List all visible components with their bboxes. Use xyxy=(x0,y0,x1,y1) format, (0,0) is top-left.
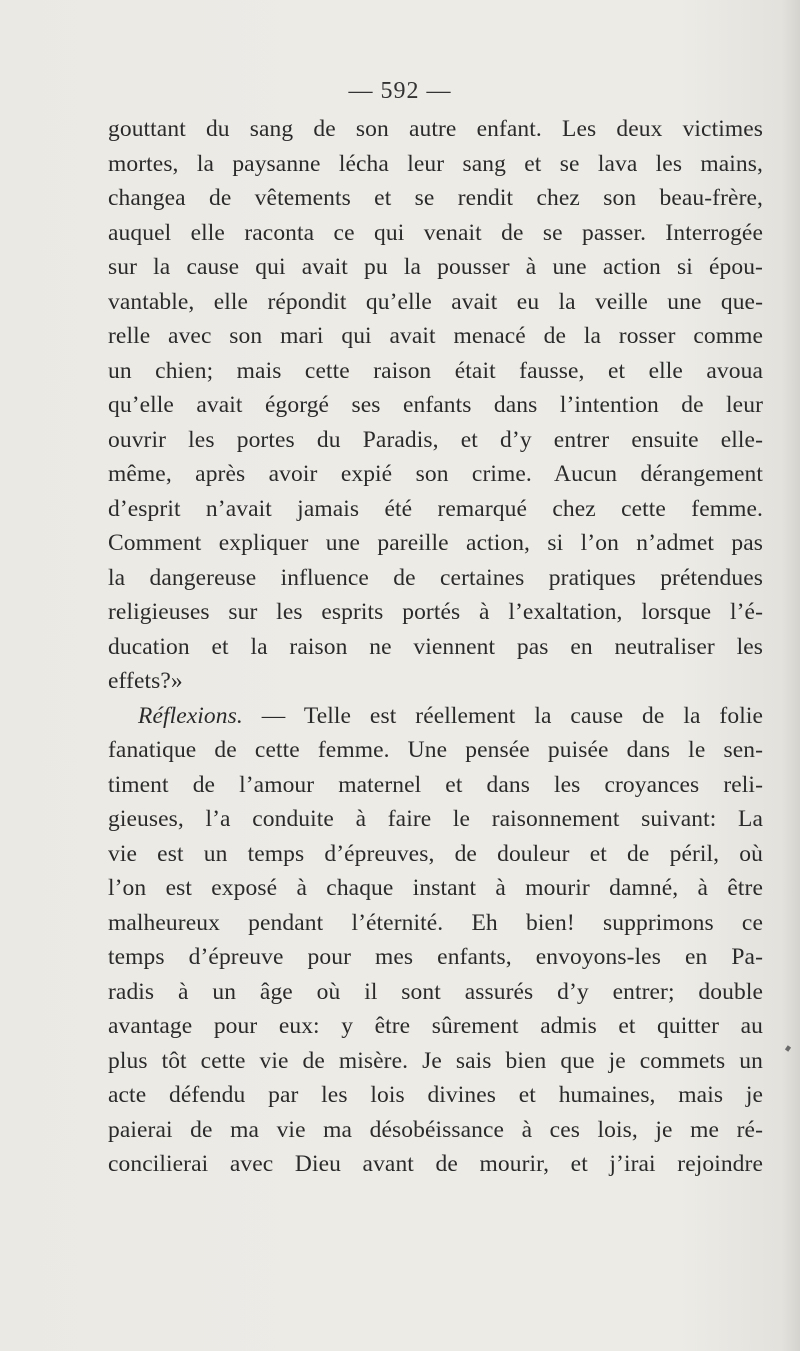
text-line: radis à un âge où il sont assurés d’y entrer; double xyxy=(108,978,763,1005)
text-line: timent de l’amour maternel et dans les croyances reli- xyxy=(108,771,763,798)
page-number: — 592 — xyxy=(348,78,452,104)
text-line xyxy=(108,699,763,734)
text-line: religieuses sur les esprits portés à l’exaltation, lorsque l’é- xyxy=(108,599,763,625)
text-line: fanatique de cette femme. Une pensée puisée dans le sen- xyxy=(108,737,763,763)
text-line: effets?» xyxy=(108,668,183,694)
text-line: concilierai avec Dieu avant de mourir, et j’irai rejoindre xyxy=(108,1151,763,1177)
text-line: l’on est exposé à chaque instant à mourir damné, à être xyxy=(108,875,763,901)
text-line: malheureux pendant l’éternité. Eh bien! supprimons ce xyxy=(108,909,763,936)
text-line: ouvrir les portes du Paradis, et d’y entrer ensuite elle- xyxy=(108,426,763,453)
text-line: plus tôt cette vie de misère. Je sais bien que je commets un xyxy=(108,1047,763,1074)
text-line: acte défendu par les lois divines et humaines, mais je xyxy=(108,1082,763,1108)
text-line: changea de vêtements et se rendit chez son beau-frère, xyxy=(108,185,763,211)
text-line: sur la cause qui avait pu la pousser à une action si épou- xyxy=(108,254,763,280)
section-lead-italic: Réflexions. xyxy=(138,702,243,729)
text-line: auquel elle raconta ce qui venait de se passer. Interrogée xyxy=(108,219,763,246)
text-line: avantage pour eux: y être sûrement admis et quitter au xyxy=(108,1013,763,1039)
text-line: vie est un temps d’épreuves, de douleur et de péril, où xyxy=(108,840,763,867)
text-line: Comment expliquer une pareille action, si l’on n’admet pas xyxy=(108,530,763,556)
text-line: qu’elle avait égorgé ses enfants dans l’intention de leur xyxy=(108,392,763,418)
paragraph-1 xyxy=(108,112,763,699)
text-line: ducation et la raison ne viennent pas en neutraliser les xyxy=(108,633,763,660)
text-line: gieuses, l’a conduite à faire le raisonnement suivant: La xyxy=(108,806,763,832)
paragraph-2 xyxy=(108,699,763,1182)
text-line: d’esprit n’avait jamais été remarqué chez cette femme. xyxy=(108,495,763,522)
text-line: gouttant du sang de son autre enfant. Les deux victimes xyxy=(108,116,763,142)
text-line: vantable, elle répondit qu’elle avait eu la veille une que- xyxy=(108,288,763,315)
page-edge-shadow xyxy=(782,0,800,1351)
text-line-rest: — Telle est réellement la cause de la folie xyxy=(242,702,763,729)
text-line: un chien; mais cette raison était fausse, et elle avoua xyxy=(108,357,763,384)
text-line: temps d’épreuve pour mes enfants, envoyons-les en Pa- xyxy=(108,944,763,970)
text-line: relle avec son mari qui avait menacé de la rosser comme xyxy=(108,323,763,349)
text-line: mortes, la paysanne lécha leur sang et se lava les mains, xyxy=(108,150,763,177)
text-line: la dangereuse influence de certaines pratiques prétendues xyxy=(108,564,763,591)
body-text xyxy=(108,112,763,1182)
text-line: paierai de ma vie ma désobéissance à ces lois, je me ré- xyxy=(108,1116,763,1143)
text-line: même, après avoir expié son crime. Aucun dérangement xyxy=(108,461,763,487)
